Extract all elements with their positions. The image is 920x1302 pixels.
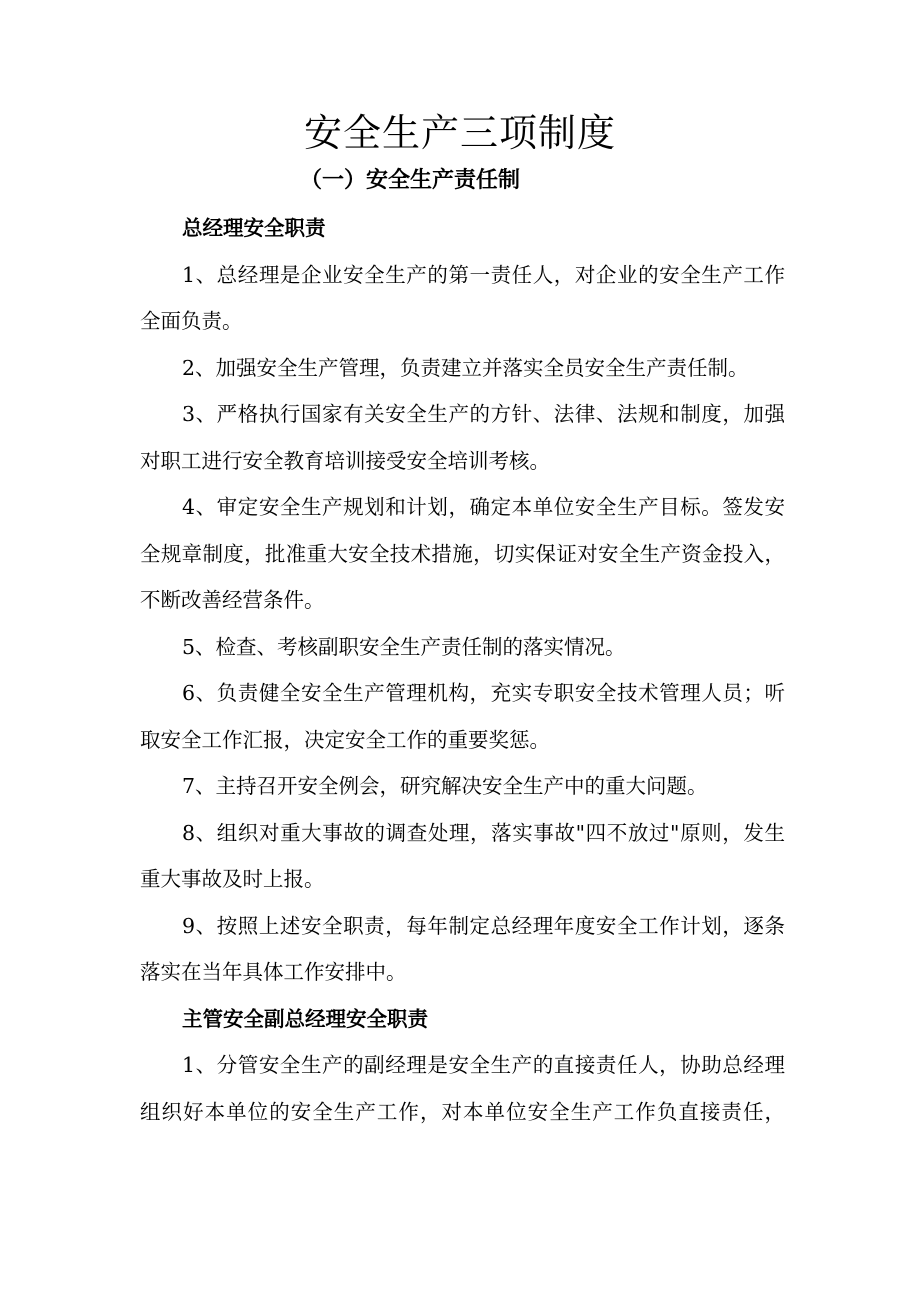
gm-duty-item: 2、加强安全生产管理，负责建立并落实全员安全生产责任制。 [182, 355, 749, 380]
gm-duty-item: 5、检查、考核副职安全生产责任制的落实情况。 [182, 634, 626, 659]
section-title: （一）安全生产责任制 [300, 167, 521, 193]
deputy-duties-heading: 主管安全副总经理安全职责 [182, 1006, 428, 1031]
gm-duty-item: 6、负责健全安全生产管理机构，充实专职安全技术管理人员；听取安全工作汇报，决定安全工作的重要奖惩。 [140, 681, 785, 752]
gm-duty-item: 4、审定安全生产规划和计划，确定本单位安全生产目标。签发安全规章制度，批准重大安全技术措施，切实保证对安全生产资金投入，不断改善经营条件。 [140, 495, 785, 612]
gm-duty-item: 9、按照上述安全职责，每年制定总经理年度安全工作计划，逐条落实在当年具体工作安排中。 [140, 913, 785, 984]
gm-duty-item: 7、主持召开安全例会，研究解决安全生产中的重大问题。 [182, 774, 708, 798]
gm-duty-item: 3、严格执行国家有关安全生产的方针、法律、法规和制度，加强对职工进行安全教育培训接受安全培训考核。 [140, 402, 785, 473]
document-body [140, 205, 785, 1135]
gm-duties-heading: 总经理安全职责 [182, 216, 326, 240]
document-title: 安全生产三项制度 [303, 111, 616, 155]
gm-duty-item: 8、组织对重大事故的调查处理，落实事故"四不放过"原则，发生重大事故及时上报。 [140, 820, 785, 891]
deputy-duty-item: 1、分管安全生产的副经理是安全生产的直接责任人，协助总经理组织好本单位的安全生产工作，对本单位安全生产工作负直接责任， [140, 1053, 785, 1124]
gm-duty-item: 1、总经理是企业安全生产的第一责任人，对企业的安全生产工作全面负责。 [140, 262, 785, 333]
